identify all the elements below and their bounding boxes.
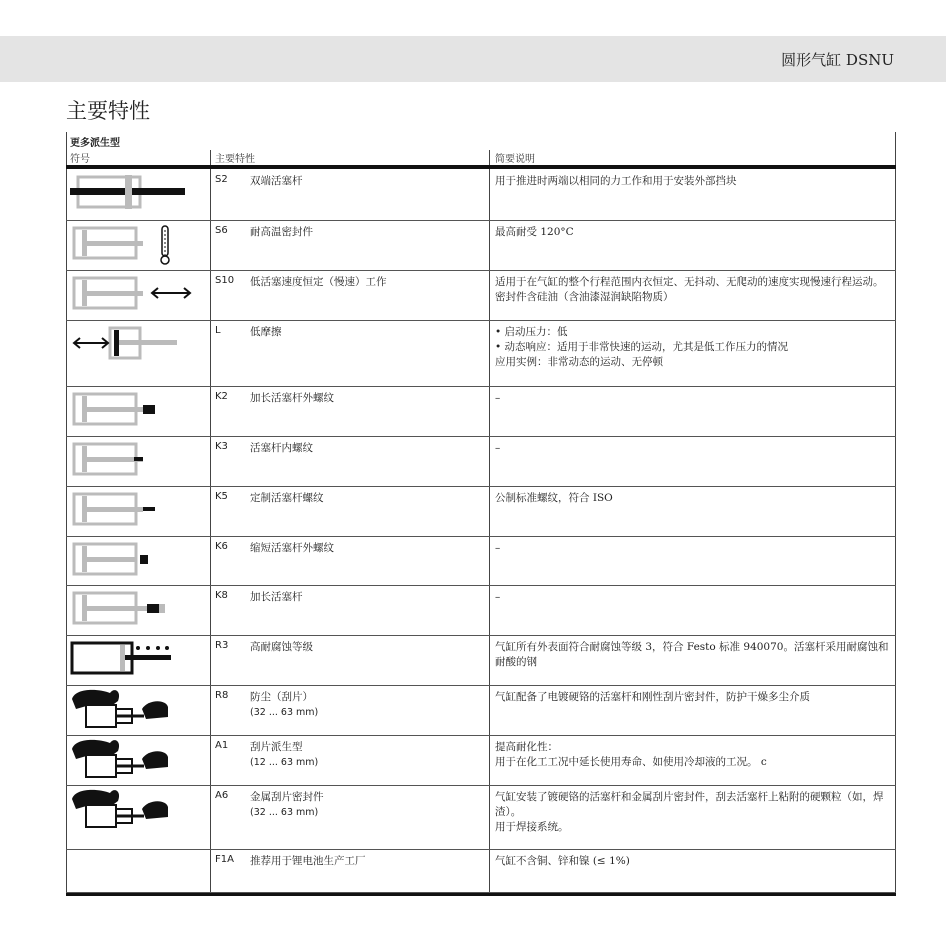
description-line: 用于推进时两端以相同的力工作和用于安装外部挡块 [495, 175, 737, 187]
feature-name: 耐高温密封件 [250, 226, 313, 238]
feature-name: 推荐用于锂电池生产工厂 [250, 855, 366, 867]
description-cell [495, 391, 893, 406]
description-cell [495, 325, 893, 370]
description-line: – [495, 591, 501, 603]
feature-name: 加长活塞杆外螺纹 [250, 392, 334, 404]
description-line: 气缸配备了电镀硬铬的活塞杆和刚性刮片密封件，防护干燥多尘介质 [495, 691, 810, 703]
description-line: 公制标准螺纹，符合 ISO [495, 492, 613, 504]
feature-cell [250, 790, 486, 820]
table-row [66, 635, 896, 686]
special-thread-icon [70, 488, 200, 532]
feature-name: 金属刮片密封件 [250, 791, 324, 803]
feature-code: K2 [215, 391, 228, 402]
description-line: – [495, 542, 501, 554]
symbol-cell [66, 436, 210, 486]
description-cell [495, 441, 893, 456]
description-line: – [495, 442, 501, 454]
description-cell [495, 690, 893, 705]
description-cell [495, 740, 893, 770]
feature-code: K3 [215, 441, 228, 452]
symbol-cell [66, 685, 210, 735]
symbol-cell [66, 220, 210, 270]
feature-name: 低活塞速度恒定（慢速）工作 [250, 276, 387, 288]
page-title: 主要特性 [66, 99, 150, 123]
description-cell [495, 590, 893, 605]
feature-code: R8 [215, 690, 229, 701]
feature-code: A6 [215, 790, 229, 801]
description-line: 最高耐受 120°C [495, 226, 574, 238]
extended-rod-icon [70, 587, 200, 631]
table-row [66, 849, 896, 893]
description-line: – [495, 392, 501, 404]
symbol-cell [66, 270, 210, 320]
corrosion-resistant-icon [70, 637, 200, 681]
feature-cell [250, 225, 486, 240]
low-friction-icon [70, 322, 200, 366]
feature-cell [250, 854, 486, 869]
symbol-cell [66, 169, 210, 220]
description-cell [495, 790, 893, 835]
section-label: 更多派生型 [70, 138, 120, 149]
column-header-description: 简要说明 [495, 154, 535, 165]
feature-cell [250, 325, 486, 340]
description-cell [495, 491, 893, 506]
double-ended-rod-icon [70, 171, 200, 215]
feature-cell [250, 590, 486, 605]
description-line: 用于在化工工况中延长使用寿命、如使用冷却液的工况。 c [495, 756, 767, 768]
symbol-cell [66, 849, 210, 892]
symbol-cell [66, 536, 210, 585]
feature-name: 活塞杆内螺纹 [250, 442, 313, 454]
feature-code: S10 [215, 275, 235, 286]
feature-code: R3 [215, 640, 229, 651]
symbol-cell [66, 785, 210, 849]
feature-code: F1A [215, 854, 234, 865]
dust-protection-icon [70, 687, 200, 731]
symbol-cell [66, 735, 210, 785]
feature-code: K6 [215, 541, 228, 552]
feature-cell [250, 640, 486, 655]
table-row [66, 536, 896, 586]
symbol-cell [66, 486, 210, 536]
description-line: 提高耐化性： [495, 741, 558, 753]
table-row [66, 270, 896, 321]
feature-name: 刮片派生型 [250, 741, 303, 753]
feature-name: 定制活塞杆螺纹 [250, 492, 324, 504]
symbol-cell [66, 585, 210, 635]
feature-cell [250, 491, 486, 506]
description-line: • 启动压力：低 [495, 326, 568, 338]
table-row [66, 486, 896, 537]
feature-cell [250, 275, 486, 290]
feature-code: S2 [215, 174, 228, 185]
column-header-feature: 主要特性 [215, 154, 255, 165]
heat-resistant-seal-icon [70, 222, 200, 266]
feature-cell [250, 690, 486, 720]
feature-cell [250, 174, 486, 189]
feature-size-range: (32 ... 63 mm) [250, 807, 319, 818]
feature-cell [250, 740, 486, 770]
feature-name: 双端活塞杆 [250, 175, 303, 187]
symbol-cell [66, 635, 210, 685]
feature-code: S6 [215, 225, 228, 236]
description-cell [495, 275, 893, 305]
table-row [66, 585, 896, 636]
metal-scraper-icon [70, 787, 200, 831]
description-cell [495, 854, 893, 869]
description-line: 密封件含硅油（含油漆湿润缺陷物质） [495, 291, 674, 303]
table-row [66, 436, 896, 487]
description-line: 适用于在气缸的整个行程范围内衣恒定、无抖动、无爬动的速度实现慢速行程运动。 [495, 276, 884, 288]
feature-size-range: (12 ... 63 mm) [250, 757, 319, 768]
description-line: • 动态响应：适用于非常快速的运动，尤其是低工作压力的情况 [495, 341, 789, 353]
description-cell [495, 225, 893, 240]
female-thread-icon [70, 438, 200, 482]
feature-name: 低摩擦 [250, 326, 282, 338]
description-cell [495, 174, 893, 189]
feature-size-range: (32 ... 63 mm) [250, 707, 319, 718]
table-row [66, 320, 896, 387]
symbol-cell [66, 320, 210, 386]
feature-cell [250, 441, 486, 456]
description-line: 气缸不含铜、锌和镍 (≤ 1%) [495, 855, 630, 867]
table-row [66, 169, 896, 221]
description-line: 气缸所有外表面符合耐腐蚀等级 3，符合 Festo 标准 940070。活塞杆采用耐腐蚀和耐酸的钢 [495, 641, 889, 668]
feature-name: 高耐腐蚀等级 [250, 641, 313, 653]
feature-code: K8 [215, 590, 228, 601]
description-line: 用于焊接系统。 [495, 821, 569, 833]
scraper-variant-icon [70, 737, 200, 781]
description-cell [495, 640, 893, 670]
description-cell [495, 541, 893, 556]
description-line: 气缸安装了镀硬铬的活塞杆和金属刮片密封件，刮去活塞杆上粘附的硬颗粒（如，焊渣）。 [495, 791, 884, 818]
feature-name: 防尘（刮片） [250, 691, 313, 703]
feature-cell [250, 541, 486, 556]
table-row [66, 735, 896, 786]
constant-slow-speed-icon [70, 272, 200, 316]
shortened-male-thread-icon [70, 538, 200, 582]
table-row [66, 785, 896, 850]
feature-name: 缩短活塞杆外螺纹 [250, 542, 334, 554]
table-row [66, 386, 896, 437]
symbol-cell [66, 386, 210, 436]
feature-code: K5 [215, 491, 228, 502]
column-header-symbol: 符号 [70, 154, 90, 165]
feature-code: A1 [215, 740, 229, 751]
table-row [66, 685, 896, 736]
feature-name: 加长活塞杆 [250, 591, 303, 603]
table-row [66, 220, 896, 271]
feature-cell [250, 391, 486, 406]
feature-code: L [215, 325, 221, 336]
extended-male-thread-icon [70, 388, 200, 432]
header-title: 圆形气缸 DSNU [781, 51, 894, 69]
description-line: 应用实例：非常动态的运动、无停顿 [495, 356, 663, 368]
